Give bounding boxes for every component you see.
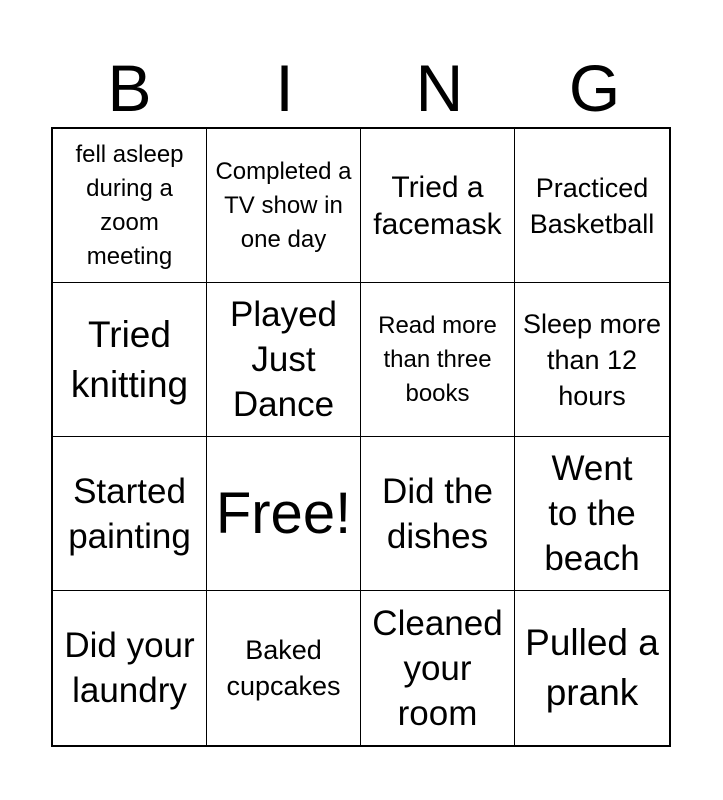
cell-text: Did the dishes	[382, 471, 493, 556]
cell-text: Started painting	[68, 471, 191, 556]
bingo-cell[interactable]	[361, 437, 515, 591]
cell-text: Completed a TV show in one day	[215, 157, 352, 253]
bingo-header	[52, 48, 672, 128]
bingo-cell[interactable]	[515, 129, 669, 283]
bingo-cell[interactable]	[207, 591, 361, 745]
cell-text: Did your laundry	[64, 626, 195, 710]
bingo-cell[interactable]	[207, 129, 361, 283]
header-letter-g: G	[568, 51, 621, 125]
header-letter-b: B	[107, 51, 152, 125]
cell-text: Sleep more than 12 hours	[522, 308, 662, 411]
header-letter-n: N	[415, 51, 464, 125]
cell-text: Tried a facemask	[373, 170, 502, 241]
bingo-cell[interactable]	[53, 129, 207, 283]
header-letter-i: I	[275, 51, 294, 125]
cell-text: Read more than three books	[378, 311, 497, 407]
bingo-cell[interactable]	[361, 283, 515, 437]
bingo-cell[interactable]	[53, 591, 207, 745]
free-space-text: Free!	[215, 480, 352, 546]
bingo-cell[interactable]	[515, 437, 669, 591]
bingo-board	[51, 127, 671, 747]
bingo-cell[interactable]	[361, 591, 515, 745]
bingo-cell[interactable]	[515, 283, 669, 437]
cell-text: Pulled a prank	[525, 622, 659, 713]
cell-text: Played Just Dance	[229, 295, 338, 424]
cell-text: Tried knitting	[70, 313, 189, 405]
cell-text: Baked cupcakes	[226, 635, 341, 701]
cell-text: fell asleep during a zoom meeting	[75, 140, 184, 270]
bingo-cell[interactable]	[207, 283, 361, 437]
cell-text: Practiced Basketball	[529, 172, 655, 239]
free-space-cell[interactable]	[207, 437, 361, 591]
bingo-cell[interactable]	[515, 591, 669, 745]
cell-text: Went to the beach	[544, 449, 640, 578]
cell-text: Cleaned your room	[372, 603, 503, 733]
bingo-cell[interactable]	[53, 437, 207, 591]
bingo-cell[interactable]	[361, 129, 515, 283]
bingo-cell[interactable]	[53, 283, 207, 437]
